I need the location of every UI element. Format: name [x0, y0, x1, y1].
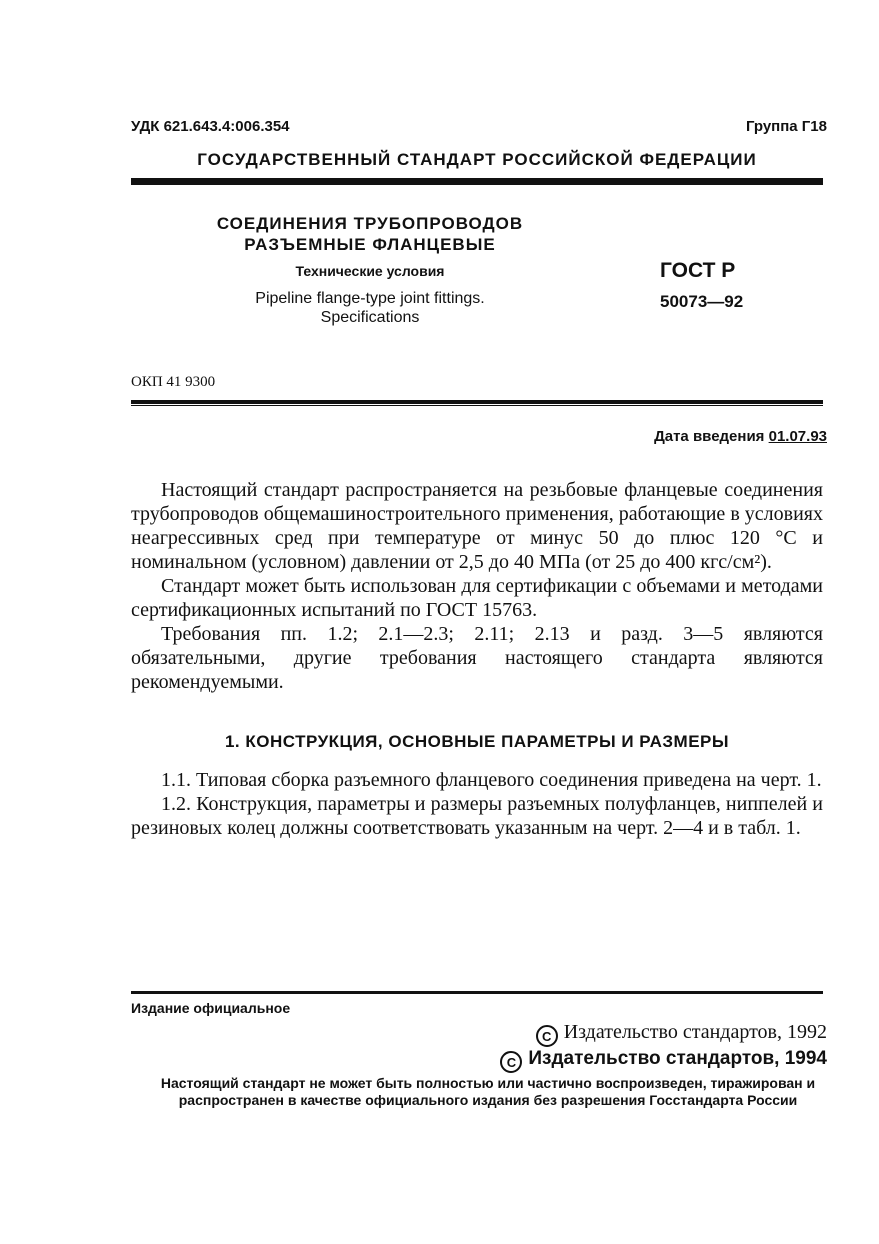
- gost-designation: [660, 258, 800, 314]
- official-edition-label: Издание официальное: [131, 1000, 291, 1016]
- header-divider: [131, 178, 823, 185]
- copyright-1994: [500, 1047, 827, 1073]
- footer-divider: [131, 991, 823, 994]
- reproduction-notice: Настоящий стандарт не может быть полностью или частично воспроизведен, тиражирован и распространен в качестве официального издания без разрешения Госстандарта России: [160, 1075, 816, 1108]
- udk-code: УДК 621.643.4:006.354: [131, 118, 290, 135]
- copyright-1992: [536, 1020, 827, 1047]
- copyright-1992-text: Издательство стандартов, 1992: [563, 1021, 827, 1043]
- copyright-icon: C: [536, 1025, 558, 1047]
- state-standard-heading: ГОСУДАРСТВЕННЫЙ СТАНДАРТ РОССИЙСКОЙ ФЕДЕРАЦИИ: [197, 150, 757, 169]
- intro-date-value: 01.07.93: [768, 428, 827, 445]
- english-title-line-2: Specifications: [320, 309, 420, 326]
- title-line-2: РАЗЪЕМНЫЕ ФЛАНЦЕВЫЕ: [244, 235, 496, 254]
- copyright-1994-text: Издательство стандартов, 1994: [528, 1048, 827, 1069]
- title-divider: [131, 400, 823, 407]
- title-line-1: СОЕДИНЕНИЯ ТРУБОПРОВОДОВ: [216, 214, 524, 233]
- group-code: Группа Г18: [745, 118, 827, 135]
- english-title-line-1: Pipeline flange-type joint fittings.: [255, 290, 485, 307]
- clause-1-1: 1.1. Типовая сборка разъемного фланцевого соединения приведена на черт. 1.: [161, 769, 822, 791]
- title-subtitle: Технические условия: [295, 263, 445, 279]
- intro-date-label: Дата введения: [654, 428, 765, 445]
- section-text: [131, 768, 823, 840]
- okp-code: ОКП 41 9300: [131, 374, 216, 390]
- requirements-paragraph: Требования пп. 1.2; 2.1—2.3; 2.11; 2.13 и разд. 3—5 являются обязательными, другие требования настоящего стандарта являются рекомендуемыми.: [131, 623, 823, 693]
- gost-label: ГОСТ Р: [660, 259, 736, 282]
- clause-1-2: 1.2. Конструкция, параметры и размеры разъемных полуфланцев, ниппелей и резиновых колец должны соответствовать указанным на черт. 2—4 и в табл. 1.: [131, 793, 823, 839]
- document-title-block: [170, 213, 570, 327]
- certification-paragraph: Стандарт может быть использован для сертификации с объемами и методами сертификационных испытаний по ГОСТ 15763.: [131, 575, 823, 621]
- scope-text: [131, 478, 823, 694]
- section-heading: 1. КОНСТРУКЦИЯ, ОСНОВНЫЕ ПАРАМЕТРЫ И РАЗМЕРЫ: [224, 732, 730, 751]
- introduction-date: [654, 428, 827, 445]
- gost-number: 50073—92: [660, 292, 744, 311]
- copyright-icon: C: [500, 1051, 522, 1073]
- scope-paragraph: Настоящий стандарт распространяется на резьбовые фланцевые соединения трубопроводов общемашиностроительного применения, работающие в условиях неагрессивных сред при температуре от минус 50 до плюс 120 °С и номинальном (условном) давлении от 2,5 до 40 МПа (от 25 до 400 кгс/см²).: [131, 479, 823, 573]
